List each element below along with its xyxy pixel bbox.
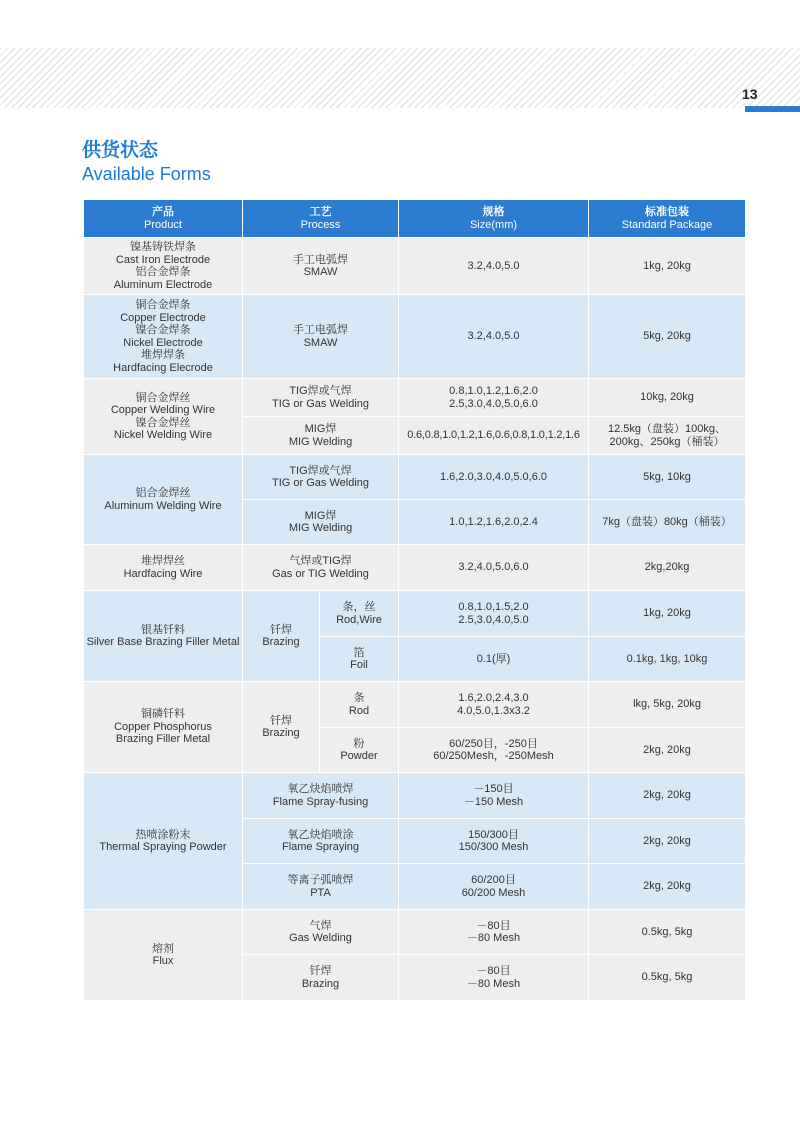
package-cell: 2kg, 20kg — [589, 864, 746, 910]
table-row — [84, 591, 746, 637]
page-title-cn: 供货状态 — [82, 140, 159, 161]
size-cell: 3.2,4.0,5.0 — [399, 238, 589, 295]
process-cell: TIG焊或气焊 TIG or Gas Welding — [243, 379, 399, 417]
size-cell: 60/250目，-250目 60/250Mesh，-250Mesh — [399, 728, 589, 773]
table-row — [84, 455, 746, 500]
product-cell: 热喷涂粉末 Thermal Spraying Powder — [84, 773, 243, 910]
size-cell: 1.6,2.0,3.0,4.0,5.0,6.0 — [399, 455, 589, 500]
package-cell: 1kg, 20kg — [589, 591, 746, 637]
process-cell: TIG焊或气焊 TIG or Gas Welding — [243, 455, 399, 500]
process-cell: 等离子弧喷焊 PTA — [243, 864, 399, 910]
package-cell: 5kg, 20kg — [589, 295, 746, 379]
package-cell: 2kg,20kg — [589, 545, 746, 591]
form-cell: 粉 Powder — [320, 728, 399, 773]
package-cell: 0.1kg, 1kg, 10kg — [589, 637, 746, 682]
page-number: 13 — [742, 86, 758, 102]
package-cell: 5kg, 10kg — [589, 455, 746, 500]
package-cell: 1kg, 20kg — [589, 238, 746, 295]
size-cell: 3.2,4.0,5.0,6.0 — [399, 545, 589, 591]
header-product: 产品 Product — [84, 200, 243, 238]
table-row — [84, 238, 746, 295]
table-header-row — [84, 200, 746, 238]
header-size: 规格 Size(mm) — [399, 200, 589, 238]
package-cell: 10kg, 20kg — [589, 379, 746, 417]
size-cell: 1.6,2.0,2.4,3.0 4.0,5.0,1.3x3.2 — [399, 682, 589, 728]
product-cell: 铜合金焊丝 Copper Welding Wire 镍合金焊丝 Nickel Welding Wire — [84, 379, 243, 455]
size-cell: －80目 －80 Mesh — [399, 910, 589, 955]
process-cell: MIG焊 MIG Welding — [243, 500, 399, 545]
size-cell: 0.8,1.0,1.5,2.0 2.5,3.0,4.0,5.0 — [399, 591, 589, 637]
size-cell: －80目 －80 Mesh — [399, 955, 589, 1001]
product-cell: 铜合金焊条 Copper Electrode 镍合金焊条 Nickel Electrode 堆焊焊条 Hardfacing Elecrode — [84, 295, 243, 379]
size-cell: －150目 －150 Mesh — [399, 773, 589, 819]
product-cell: 镍基铸铁焊条 Cast Iron Electrode 铝合金焊条 Aluminum Electrode — [84, 238, 243, 295]
product-cell: 堆焊焊丝 Hardfacing Wire — [84, 545, 243, 591]
page-number-accent-bar — [745, 106, 800, 112]
page-title-en: Available Forms — [82, 164, 211, 184]
table-row — [84, 379, 746, 417]
process-cell: 手工电弧焊 SMAW — [243, 295, 399, 379]
process-cell: MIG焊 MIG Welding — [243, 417, 399, 455]
table-row — [84, 773, 746, 819]
product-cell: 熔剂 Flux — [84, 910, 243, 1001]
size-cell: 1.0,1.2,1.6,2.0,2.4 — [399, 500, 589, 545]
package-cell: 2kg, 20kg — [589, 773, 746, 819]
process-cell: 气焊或TIG焊 Gas or TIG Welding — [243, 545, 399, 591]
package-cell: 12.5kg（盘装）100kg、 200kg、250kg（桶装） — [589, 417, 746, 455]
table-row — [84, 545, 746, 591]
form-cell: 条，丝 Rod,Wire — [320, 591, 399, 637]
product-cell: 银基钎料 Silver Base Brazing Filler Metal — [84, 591, 243, 682]
size-cell: 0.8,1.0,1.2,1.6,2.0 2.5,3.0,4.0,5.0,6.0 — [399, 379, 589, 417]
package-cell: 0.5kg, 5kg — [589, 955, 746, 1001]
process-cell: 氧乙炔焰喷涂 Flame Spraying — [243, 819, 399, 864]
package-cell: 7kg（盘装）80kg（桶装） — [589, 500, 746, 545]
header-package: 标准包装 Standard Package — [589, 200, 746, 238]
table-row — [84, 910, 746, 955]
package-cell: 0.5kg, 5kg — [589, 910, 746, 955]
form-cell: 箔 Foil — [320, 637, 399, 682]
process-cell: 钎焊 Brazing — [243, 682, 320, 773]
size-cell: 150/300目 150/300 Mesh — [399, 819, 589, 864]
size-cell: 0.1(厚) — [399, 637, 589, 682]
size-cell: 0.6,0.8,1.0,1.2,1.6,0.6,0.8,1.0,1.2,1.6 — [399, 417, 589, 455]
process-cell: 气焊 Gas Welding — [243, 910, 399, 955]
product-cell: 铜磷钎料 Copper Phosphorus Brazing Filler Metal — [84, 682, 243, 773]
table-row — [84, 682, 746, 728]
header-stripe-band — [0, 48, 800, 108]
process-cell: 钎焊 Brazing — [243, 955, 399, 1001]
process-cell: 氧乙炔焰喷焊 Flame Spray-fusing — [243, 773, 399, 819]
size-cell: 3.2,4.0,5.0 — [399, 295, 589, 379]
product-cell: 铝合金焊丝 Aluminum Welding Wire — [84, 455, 243, 545]
form-cell: 条 Rod — [320, 682, 399, 728]
size-cell: 60/200目 60/200 Mesh — [399, 864, 589, 910]
package-cell: 2kg, 20kg — [589, 728, 746, 773]
table-row — [84, 295, 746, 379]
package-cell: lkg, 5kg, 20kg — [589, 682, 746, 728]
process-cell: 手工电弧焊 SMAW — [243, 238, 399, 295]
header-process: 工艺 Process — [243, 200, 399, 238]
process-cell: 钎焊 Brazing — [243, 591, 320, 682]
package-cell: 2kg, 20kg — [589, 819, 746, 864]
available-forms-table — [83, 199, 746, 1001]
